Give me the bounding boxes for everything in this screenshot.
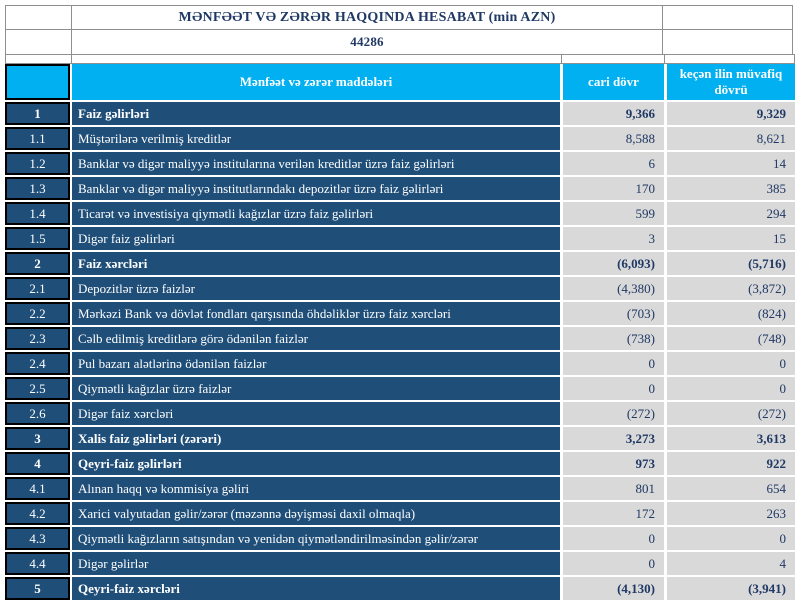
row-number-cell[interactable]: 1 <box>5 102 70 125</box>
row-value-current[interactable]: 172 <box>563 502 664 525</box>
row-label-cell[interactable]: Digər faiz xərcləri <box>72 402 560 425</box>
row-value-current[interactable]: 0 <box>563 552 664 575</box>
empty-cell[interactable] <box>5 5 72 30</box>
row-number-cell[interactable]: 4.4 <box>5 552 70 575</box>
table-row <box>5 127 795 150</box>
row-value-current[interactable]: (4,380) <box>563 277 664 300</box>
table-row <box>5 177 795 200</box>
row-value-previous[interactable]: 14 <box>667 152 795 175</box>
row-label-cell[interactable]: Qiymətli kağızlar üzrə faizlər <box>72 377 560 400</box>
row-label-cell[interactable]: Xarici valyutadan gəlir/zərər (məzənnə dəyişməsi daxil olmaqla) <box>72 502 560 525</box>
empty-cell[interactable] <box>664 54 795 64</box>
table-row <box>5 327 795 350</box>
row-value-current[interactable]: 599 <box>563 202 664 225</box>
row-value-previous[interactable]: 8,621 <box>667 127 795 150</box>
table-row <box>5 202 795 225</box>
column-header-current-period[interactable]: cari dövr <box>563 64 664 100</box>
row-label-cell[interactable]: Xalis faiz gəlirləri (zərəri) <box>72 427 560 450</box>
row-label-cell[interactable]: Mərkəzi Bank və dövlət fondları qarşısında öhdəliklər üzrə faiz xərcləri <box>72 302 560 325</box>
row-value-current[interactable]: (738) <box>563 327 664 350</box>
table-row <box>5 102 795 125</box>
row-label-cell[interactable]: Qeyri-faiz xərcləri <box>72 577 560 600</box>
table-body <box>5 102 795 600</box>
table-row <box>5 352 795 375</box>
row-value-current[interactable]: 973 <box>563 452 664 475</box>
row-number-cell[interactable]: 4.2 <box>5 502 70 525</box>
row-value-previous[interactable]: (824) <box>667 302 795 325</box>
row-number-cell[interactable]: 4 <box>5 452 70 475</box>
row-number-cell[interactable]: 3 <box>5 427 70 450</box>
empty-cell[interactable] <box>561 54 665 64</box>
report-date-serial[interactable]: 44286 <box>71 29 663 55</box>
row-label-cell[interactable]: Faiz xərcləri <box>72 252 560 275</box>
row-label-cell[interactable]: Qiymətli kağızların satışından və yenidən qiymətləndirilməsindən gəlir/zərər <box>72 527 560 550</box>
row-number-cell[interactable]: 5 <box>5 577 70 600</box>
row-value-previous[interactable]: 0 <box>667 352 795 375</box>
date-row <box>5 29 795 54</box>
row-number-cell[interactable]: 2.1 <box>5 277 70 300</box>
row-value-previous[interactable]: 922 <box>667 452 795 475</box>
report-title[interactable]: MƏNFƏƏT VƏ ZƏRƏR HAQQINDA HESABAT (min AZN) <box>71 5 663 30</box>
row-number-cell[interactable]: 1.4 <box>5 202 70 225</box>
row-value-previous[interactable]: 15 <box>667 227 795 250</box>
row-value-current[interactable]: 801 <box>563 477 664 500</box>
row-number-cell[interactable]: 1.1 <box>5 127 70 150</box>
row-value-current[interactable]: 170 <box>563 177 664 200</box>
row-value-current[interactable]: 0 <box>563 377 664 400</box>
table-row <box>5 277 795 300</box>
row-label-cell[interactable]: Banklar və digər maliyyə institularına verilən kreditlər üzrə faiz gəlirləri <box>72 152 560 175</box>
table-row <box>5 402 795 425</box>
row-label-cell[interactable]: Qeyri-faiz gəlirləri <box>72 452 560 475</box>
empty-cell[interactable] <box>71 54 562 64</box>
empty-cell[interactable] <box>5 54 72 64</box>
row-label-cell[interactable]: Depozitlər üzrə faizlər <box>72 277 560 300</box>
row-label-cell[interactable]: Pul bazarı alətlərinə ödənilən faizlər <box>72 352 560 375</box>
row-number-cell[interactable]: 4.3 <box>5 527 70 550</box>
row-number-cell[interactable]: 2.3 <box>5 327 70 350</box>
row-value-previous[interactable]: 263 <box>667 502 795 525</box>
table-row <box>5 552 795 575</box>
row-value-previous[interactable]: 0 <box>667 527 795 550</box>
row-value-previous[interactable]: 3,613 <box>667 427 795 450</box>
row-number-cell[interactable]: 2 <box>5 252 70 275</box>
row-number-cell[interactable]: 2.4 <box>5 352 70 375</box>
row-value-current[interactable]: 3,273 <box>563 427 664 450</box>
row-number-cell[interactable]: 1.3 <box>5 177 70 200</box>
row-label-cell[interactable]: Faiz gəlirləri <box>72 102 560 125</box>
table-row <box>5 477 795 500</box>
row-value-previous[interactable]: (5,716) <box>667 252 795 275</box>
table-row <box>5 577 795 600</box>
empty-cell[interactable] <box>662 5 793 30</box>
header-row <box>5 64 795 100</box>
row-number-cell[interactable]: 1.5 <box>5 227 70 250</box>
row-value-previous[interactable]: (3,941) <box>667 577 795 600</box>
table-row <box>5 452 795 475</box>
row-label-cell[interactable]: Digər faiz gəlirləri <box>72 227 560 250</box>
row-label-cell[interactable]: Digər gəlirlər <box>72 552 560 575</box>
row-value-current[interactable]: (4,130) <box>563 577 664 600</box>
table-row <box>5 152 795 175</box>
row-label-cell[interactable]: Müştərilərə verilmiş kreditlər <box>72 127 560 150</box>
row-number-cell[interactable]: 2.6 <box>5 402 70 425</box>
row-value-current[interactable]: 9,366 <box>563 102 664 125</box>
row-value-current[interactable]: 0 <box>563 352 664 375</box>
row-value-current[interactable]: (272) <box>563 402 664 425</box>
row-value-previous[interactable]: 294 <box>667 202 795 225</box>
row-number-cell[interactable]: 2.2 <box>5 302 70 325</box>
row-label-cell[interactable]: Cəlb edilmiş kreditlərə görə ödənilən faizlər <box>72 327 560 350</box>
table-row <box>5 302 795 325</box>
table-row <box>5 502 795 525</box>
row-value-previous[interactable]: 9,329 <box>667 102 795 125</box>
spacer-row <box>5 54 795 63</box>
table-row <box>5 227 795 250</box>
table-row <box>5 377 795 400</box>
column-header-items[interactable]: Mənfəət və zərər maddələri <box>72 64 560 100</box>
row-value-previous[interactable]: 654 <box>667 477 795 500</box>
column-header-previous-period[interactable]: keçən ilin müvafiq dövrü <box>667 64 795 100</box>
row-value-previous[interactable]: (748) <box>667 327 795 350</box>
row-value-current[interactable]: 6 <box>563 152 664 175</box>
row-value-current[interactable]: (6,093) <box>563 252 664 275</box>
row-label-cell[interactable]: Alınan haqq və kommisiya gəliri <box>72 477 560 500</box>
title-row <box>5 5 795 29</box>
table-row <box>5 252 795 275</box>
row-value-current[interactable]: 8,588 <box>563 127 664 150</box>
table-row <box>5 427 795 450</box>
row-number-cell[interactable]: 1.2 <box>5 152 70 175</box>
row-number-cell[interactable]: 2.5 <box>5 377 70 400</box>
row-value-previous[interactable]: 0 <box>667 377 795 400</box>
empty-cell[interactable] <box>662 29 793 55</box>
row-value-previous[interactable]: 385 <box>667 177 795 200</box>
row-label-cell[interactable]: Ticarət və investisiya qiymətli kağızlar üzrə faiz gəlirləri <box>72 202 560 225</box>
selected-cell[interactable] <box>5 64 70 100</box>
row-value-current[interactable]: 0 <box>563 527 664 550</box>
row-number-cell[interactable]: 4.1 <box>5 477 70 500</box>
row-value-current[interactable]: (703) <box>563 302 664 325</box>
row-value-current[interactable]: 3 <box>563 227 664 250</box>
row-value-previous[interactable]: (272) <box>667 402 795 425</box>
row-value-previous[interactable]: 4 <box>667 552 795 575</box>
row-value-previous[interactable]: (3,872) <box>667 277 795 300</box>
row-label-cell[interactable]: Banklar və digər maliyyə institutlarındakı depozitlər üzrə faiz gəlirləri <box>72 177 560 200</box>
empty-cell[interactable] <box>5 29 72 55</box>
table-row <box>5 527 795 550</box>
